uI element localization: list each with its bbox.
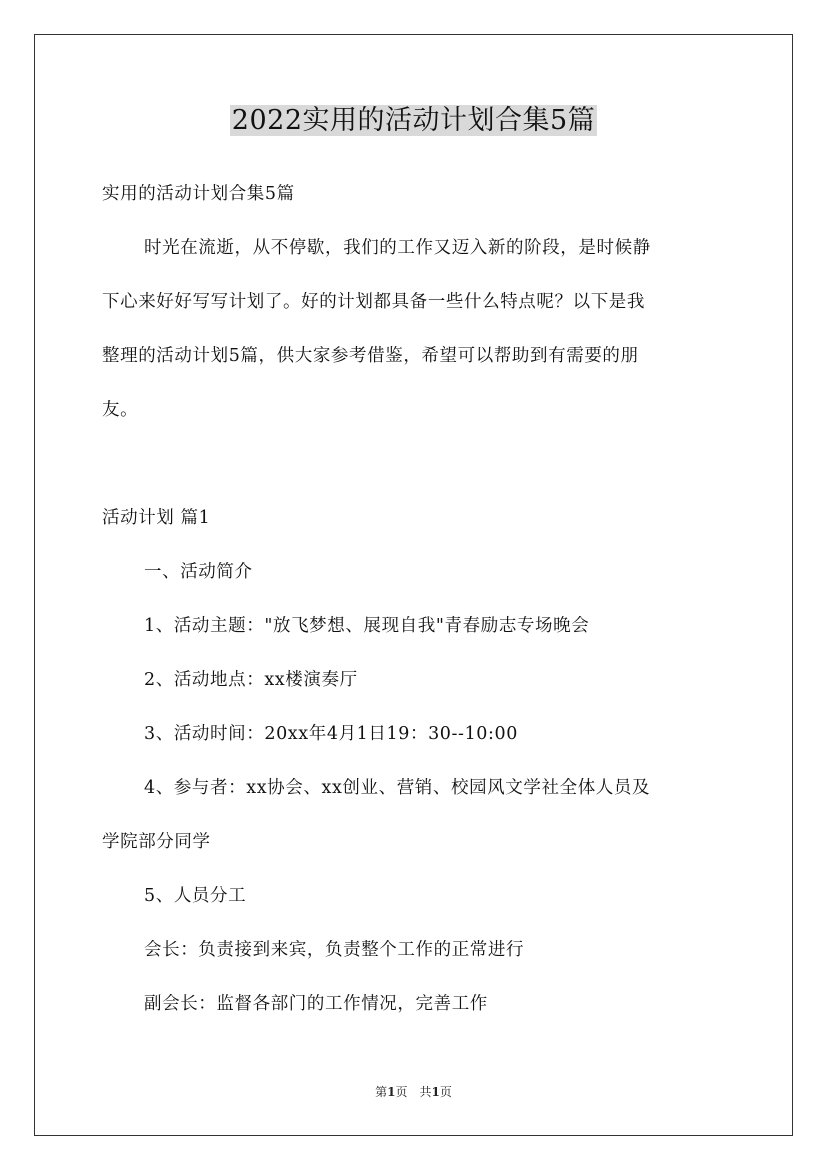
- footer-label-2: 页 共: [395, 1085, 432, 1099]
- footer-page-number: 1: [387, 1085, 396, 1099]
- list-item-participants: 4、参与者：xx协会、xx创业、营销、校园风文学社全体人员及: [144, 778, 651, 798]
- document-title-text: 2022实用的活动计划合集5篇: [231, 105, 596, 136]
- document-subtitle: 实用的活动计划合集5篇: [102, 184, 295, 204]
- page-footer: [0, 1084, 827, 1100]
- list-item-location: 2、活动地点：xx楼演奏厅: [144, 670, 358, 690]
- intro-line-1: 时光在流逝，从不停歇，我们的工作又迈入新的阶段，是时候静: [144, 238, 651, 258]
- part-heading: 一、活动简介: [144, 562, 253, 582]
- document-title: [0, 102, 827, 140]
- footer-label-3: 页: [439, 1085, 452, 1099]
- list-item-staffing: 5、人员分工: [144, 886, 247, 906]
- section-heading: 活动计划 篇1: [102, 508, 211, 528]
- footer-label-1: 第: [375, 1085, 388, 1099]
- list-item-participants-cont: 学院部分同学: [102, 832, 211, 852]
- duty-vice-president: 副会长：监督各部门的工作情况，完善工作: [144, 994, 488, 1014]
- footer-page-total: 1: [431, 1085, 440, 1099]
- duty-president: 会长：负责接到来宾，负责整个工作的正常进行: [144, 940, 525, 960]
- list-item-theme: 1、活动主题："放飞梦想、展现自我"青春励志专场晚会: [144, 616, 590, 636]
- intro-line-2: 下心来好好写写计划了。好的计划都具备一些什么特点呢？以下是我: [102, 292, 645, 312]
- list-item-time: 3、活动时间：20xx年4月1日19：30--10:00: [144, 724, 519, 744]
- intro-line-4: 友。: [102, 400, 139, 420]
- intro-line-3: 整理的活动计划5篇，供大家参考借鉴，希望可以帮助到有需要的朋: [102, 346, 639, 366]
